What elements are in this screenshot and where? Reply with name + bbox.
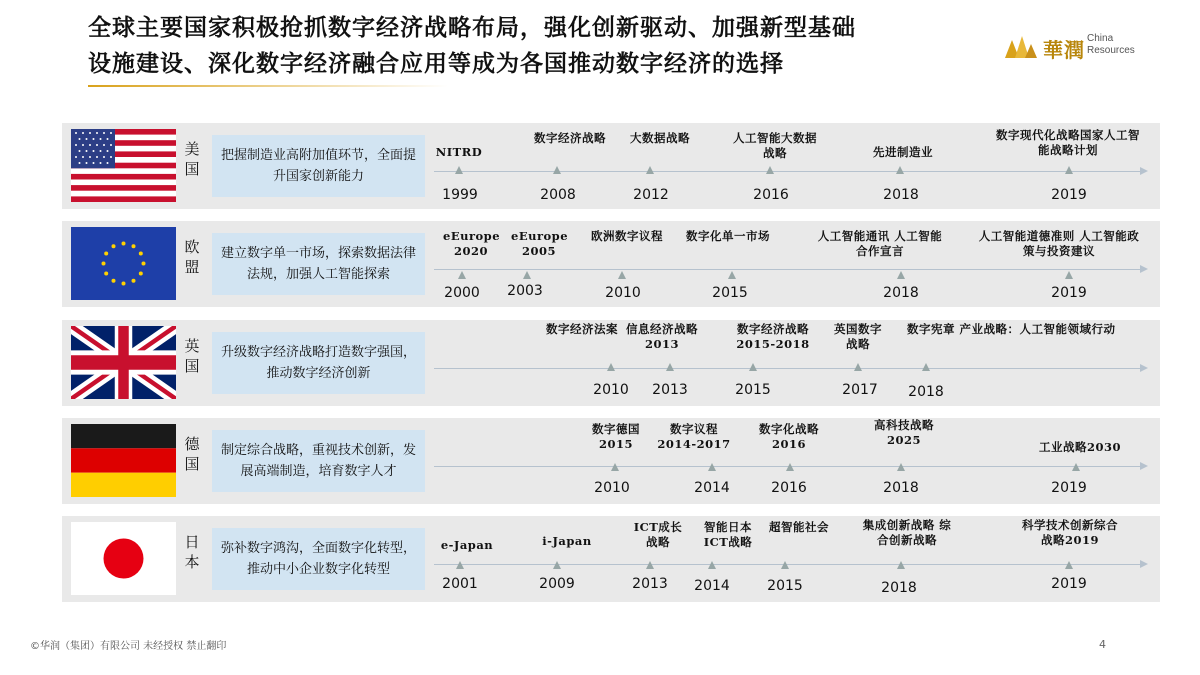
timeline-line (434, 564, 1144, 565)
timeline-year: 2015 (767, 578, 803, 594)
timeline-event-label: 人工智能大数据战略 (733, 131, 817, 160)
timeline-event-label: eEurope 2020 (443, 229, 501, 258)
timeline-year: 2019 (1051, 285, 1087, 301)
timeline-event-label: 工业战略2030 (1038, 440, 1122, 454)
timeline-marker (666, 363, 674, 371)
timeline-year: 2018 (883, 187, 919, 203)
timeline-marker (618, 271, 626, 279)
timeline-marker (607, 363, 615, 371)
logo-english-text (1087, 33, 1135, 57)
timeline-year: 2013 (632, 576, 668, 592)
timeline-year: 2018 (883, 480, 919, 496)
timeline-event-label: 超智能社会 (769, 520, 829, 534)
timeline-marker (456, 561, 464, 569)
country-description: 升级数字经济战略打造数字强国，推动数字经济创新 (212, 332, 425, 394)
row-eu (62, 221, 1160, 307)
timeline-marker (896, 166, 904, 174)
timeline-marker (458, 271, 466, 279)
timeline-event-label: eEurope 2005 (511, 229, 569, 258)
timeline-year: 2019 (1051, 480, 1087, 496)
country-description: 建立数字单一市场，探索数据法律法规，加强人工智能探索 (212, 233, 425, 295)
timeline-marker (781, 561, 789, 569)
timeline-event-label: i-Japan (542, 534, 592, 548)
timeline-year: 2000 (444, 285, 480, 301)
timeline-marker (749, 363, 757, 371)
timeline-marker (1072, 463, 1080, 471)
timeline-event-label: 欧洲数字议程 (591, 229, 663, 243)
timeline-marker (897, 561, 905, 569)
timeline-arrow-icon (1140, 364, 1148, 372)
title-line-1: 全球主要国家积极抢抓数字经济战略布局，强化创新驱动、加强新型基础 (88, 15, 856, 41)
timeline-event-label: 数字现代化战略国家人工智能战略计划 (996, 128, 1140, 157)
us-flag-icon (71, 129, 176, 202)
timeline-arrow-icon (1140, 265, 1148, 273)
timeline-event-label: 数字经济法案 (546, 322, 618, 336)
title-underline (88, 85, 448, 87)
timeline-event-label: 数字化单一市场 (686, 229, 770, 243)
timeline-arrow-icon (1140, 560, 1148, 568)
timeline-year: 2019 (1051, 187, 1087, 203)
timeline-year: 1999 (442, 187, 478, 203)
timeline-event-label: 数字议程 2014-2017 (657, 422, 731, 451)
timeline-year: 2015 (735, 382, 771, 398)
timeline-event-label: 数字化战略 2016 (759, 422, 819, 451)
timeline-marker (922, 363, 930, 371)
timeline-event-label: 人工智能道德准则 人工智能政策与投资建议 (978, 229, 1140, 258)
country-name: 欧盟 (184, 238, 200, 276)
timeline-year: 2001 (442, 576, 478, 592)
timeline-event-label: 高科技战略 2025 (874, 418, 934, 447)
country-name: 德国 (184, 435, 200, 473)
timeline-marker (553, 561, 561, 569)
timeline-year: 2010 (605, 285, 641, 301)
timeline-marker (708, 561, 716, 569)
timeline-event-label: 数字经济战略 (534, 131, 606, 145)
uk-flag-icon (71, 326, 176, 399)
country-name: 美国 (184, 140, 200, 178)
timeline-event-label: 智能日本ICT战略 (703, 520, 753, 549)
timeline-marker (728, 271, 736, 279)
timeline-year: 2012 (633, 187, 669, 203)
country-description: 把握制造业高附加值环节，全面提升国家创新能力 (212, 135, 425, 197)
logo-chinese-text: 華潤 (1043, 38, 1085, 62)
timeline-marker (553, 166, 561, 174)
country-name: 英国 (184, 337, 200, 375)
timeline-year: 2019 (1051, 576, 1087, 592)
timeline-event-label: 数字德国 2015 (592, 422, 640, 451)
timeline-marker (854, 363, 862, 371)
timeline-marker (523, 271, 531, 279)
timeline-marker (897, 463, 905, 471)
page-number: 4 (1099, 638, 1106, 651)
timeline-event-label: 信息经济战略2013 (626, 322, 698, 351)
row-uk (62, 320, 1160, 406)
timeline-year: 2010 (593, 382, 629, 398)
de-flag-icon (71, 424, 176, 497)
timeline-year: 2016 (753, 187, 789, 203)
logo-mark-icon (1003, 34, 1039, 60)
timeline-arrow-icon (1140, 167, 1148, 175)
timeline-event-label: 数字经济战略 2015-2018 (736, 322, 810, 351)
row-usa (62, 123, 1160, 209)
timeline-year: 2009 (539, 576, 575, 592)
country-name: 日本 (184, 533, 200, 571)
timeline-marker (611, 463, 619, 471)
timeline-year: 2013 (652, 382, 688, 398)
timeline-year: 2015 (712, 285, 748, 301)
timeline-year: 2014 (694, 578, 730, 594)
timeline-line (434, 269, 1144, 270)
timeline-year: 2018 (881, 580, 917, 596)
timeline-event-label: ICT成长战略 (633, 520, 683, 549)
timeline-event-label: 英国数字战略 (834, 322, 882, 351)
timeline-year: 2008 (540, 187, 576, 203)
timeline-event-label: 大数据战略 (630, 131, 690, 145)
timeline-arrow-icon (1140, 462, 1148, 470)
country-description: 制定综合战略，重视技术创新，发展高端制造，培育数字人才 (212, 430, 425, 492)
country-description: 弥补数字鸿沟，全面数字化转型，推动中小企业数字化转型 (212, 528, 425, 590)
timeline-marker (646, 166, 654, 174)
logo-english-line-2: Resources (1087, 45, 1135, 56)
timeline-event-label: 数字宪章 产业战略：人工智能领域行动 (907, 322, 1116, 336)
timeline-year: 2018 (883, 285, 919, 301)
timeline-year: 2014 (694, 480, 730, 496)
china-resources-logo (1003, 32, 1143, 62)
row-japan (62, 516, 1160, 602)
jp-flag-icon (71, 522, 176, 595)
timeline-marker (786, 463, 794, 471)
timeline-marker (766, 166, 774, 174)
timeline-event-label: NITRD (435, 145, 483, 159)
timeline-line (434, 368, 1144, 369)
timeline-event-label: 先进制造业 (873, 145, 933, 159)
row-germany (62, 418, 1160, 504)
timeline-event-label: 科学技术创新综合战略2019 (1022, 518, 1118, 547)
timeline-marker (1065, 561, 1073, 569)
timeline-marker (1065, 166, 1073, 174)
timeline-marker (1065, 271, 1073, 279)
title-line-2: 设施建设、深化数字经济融合应用等成为各国推动数字经济的选择 (88, 51, 784, 77)
page-title (88, 10, 1048, 82)
timeline-marker (646, 561, 654, 569)
logo-english-line-1: China (1087, 33, 1114, 44)
timeline-year: 2016 (771, 480, 807, 496)
timeline-year: 2010 (594, 480, 630, 496)
timeline-year: 2018 (908, 384, 944, 400)
timeline-event-label: 人工智能通讯 人工智能合作宣言 (817, 229, 943, 258)
copyright-footer: ©华润（集团）有限公司 未经授权 禁止翻印 (30, 641, 227, 652)
timeline-year: 2017 (842, 382, 878, 398)
timeline-marker (708, 463, 716, 471)
timeline-marker (897, 271, 905, 279)
timeline-marker (455, 166, 463, 174)
timeline-event-label: 集成创新战略 综合创新战略 (862, 518, 952, 547)
eu-flag-icon (71, 227, 176, 300)
timeline-year: 2003 (507, 283, 543, 299)
timeline-line (434, 171, 1144, 172)
timeline-event-label: e-Japan (440, 538, 494, 552)
